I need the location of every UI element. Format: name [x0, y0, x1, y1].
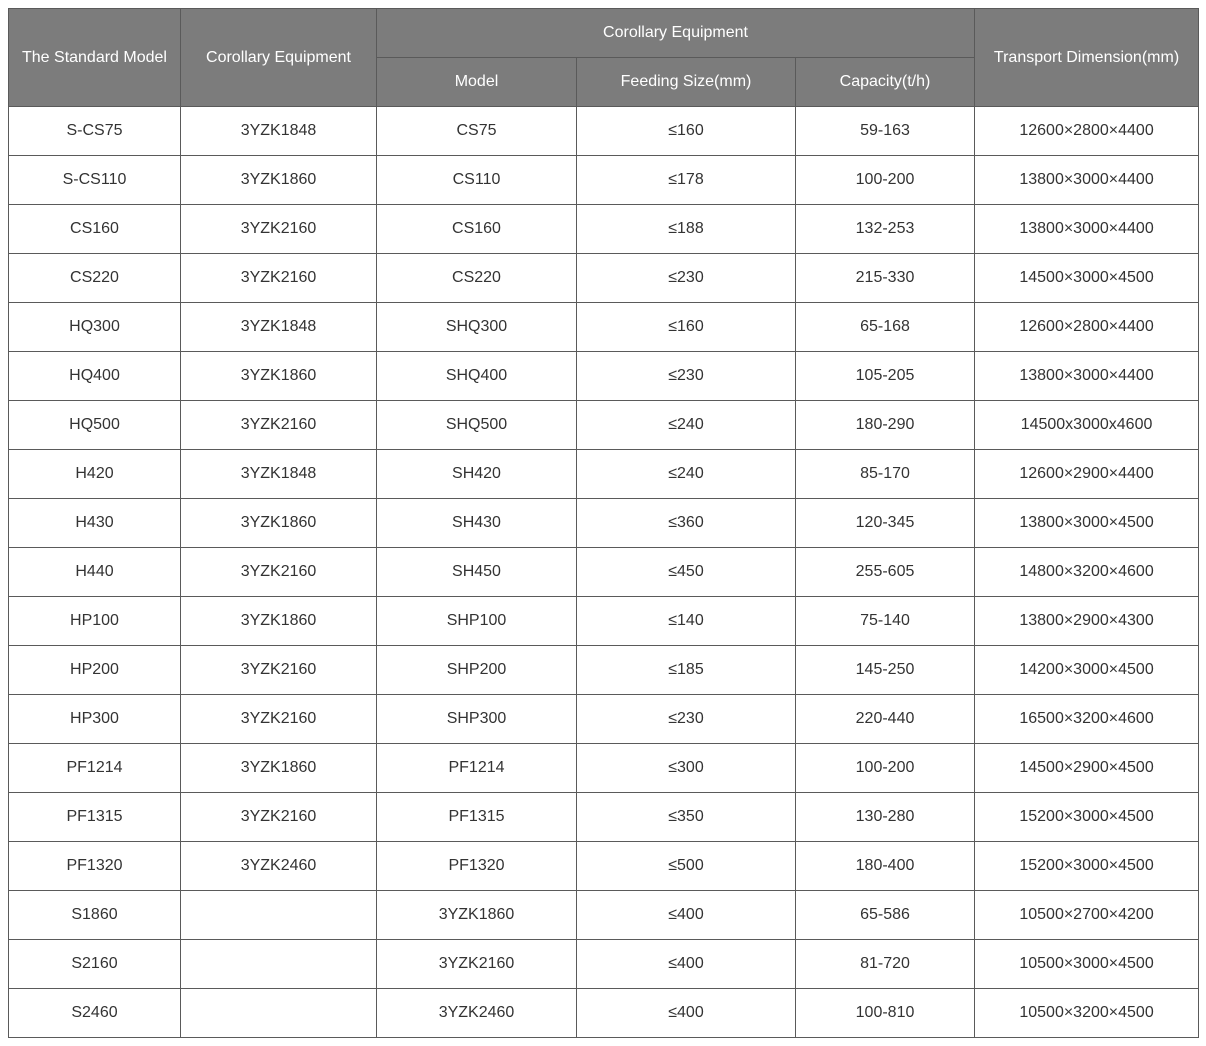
- table-row: [9, 303, 1199, 352]
- cell-capacity: 255-605: [796, 548, 975, 597]
- cell-transport-dimension: 13800×2900×4300: [975, 597, 1199, 646]
- cell-transport-dimension: 10500×3200×4500: [975, 989, 1199, 1038]
- cell-transport-dimension: 15200×3000×4500: [975, 842, 1199, 891]
- cell-model: SHP300: [377, 695, 577, 744]
- cell-corollary-equipment: 3YZK2160: [181, 793, 377, 842]
- cell-feeding-size: ≤360: [577, 499, 796, 548]
- cell-transport-dimension: 13800×3000×4400: [975, 205, 1199, 254]
- cell-standard-model: PF1214: [9, 744, 181, 793]
- cell-corollary-equipment: 3YZK2160: [181, 695, 377, 744]
- cell-transport-dimension: 14500x3000x4600: [975, 401, 1199, 450]
- cell-corollary-equipment: 3YZK1860: [181, 499, 377, 548]
- cell-capacity: 215-330: [796, 254, 975, 303]
- table-row: [9, 891, 1199, 940]
- cell-corollary-equipment: 3YZK1848: [181, 303, 377, 352]
- cell-transport-dimension: 14500×2900×4500: [975, 744, 1199, 793]
- cell-standard-model: S-CS110: [9, 156, 181, 205]
- table-row: [9, 744, 1199, 793]
- cell-standard-model: CS160: [9, 205, 181, 254]
- cell-feeding-size: ≤140: [577, 597, 796, 646]
- table-row: [9, 107, 1199, 156]
- cell-transport-dimension: 16500×3200×4600: [975, 695, 1199, 744]
- cell-capacity: 81-720: [796, 940, 975, 989]
- cell-capacity: 130-280: [796, 793, 975, 842]
- cell-model: SHP200: [377, 646, 577, 695]
- table-body: [9, 107, 1199, 1038]
- cell-feeding-size: ≤450: [577, 548, 796, 597]
- header-model: Model: [377, 58, 577, 107]
- cell-feeding-size: ≤160: [577, 107, 796, 156]
- cell-corollary-equipment: [181, 989, 377, 1038]
- cell-capacity: 220-440: [796, 695, 975, 744]
- cell-model: PF1214: [377, 744, 577, 793]
- table-row: [9, 352, 1199, 401]
- cell-corollary-equipment: 3YZK2460: [181, 842, 377, 891]
- cell-model: SHQ400: [377, 352, 577, 401]
- table-row: [9, 401, 1199, 450]
- cell-model: 3YZK1860: [377, 891, 577, 940]
- cell-model: SHQ500: [377, 401, 577, 450]
- cell-standard-model: HP100: [9, 597, 181, 646]
- cell-transport-dimension: 12600×2800×4400: [975, 303, 1199, 352]
- cell-transport-dimension: 12600×2900×4400: [975, 450, 1199, 499]
- cell-transport-dimension: 14200×3000×4500: [975, 646, 1199, 695]
- table-row: [9, 646, 1199, 695]
- cell-capacity: 100-200: [796, 744, 975, 793]
- cell-standard-model: HQ500: [9, 401, 181, 450]
- cell-model: 3YZK2160: [377, 940, 577, 989]
- cell-capacity: 100-810: [796, 989, 975, 1038]
- cell-feeding-size: ≤230: [577, 254, 796, 303]
- cell-corollary-equipment: 3YZK1860: [181, 744, 377, 793]
- cell-feeding-size: ≤400: [577, 891, 796, 940]
- cell-capacity: 180-400: [796, 842, 975, 891]
- cell-feeding-size: ≤160: [577, 303, 796, 352]
- cell-standard-model: S1860: [9, 891, 181, 940]
- cell-transport-dimension: 14500×3000×4500: [975, 254, 1199, 303]
- table-row: [9, 842, 1199, 891]
- cell-corollary-equipment: 3YZK2160: [181, 646, 377, 695]
- cell-model: CS220: [377, 254, 577, 303]
- cell-corollary-equipment: 3YZK1860: [181, 352, 377, 401]
- table-row: [9, 156, 1199, 205]
- cell-capacity: 100-200: [796, 156, 975, 205]
- cell-standard-model: PF1315: [9, 793, 181, 842]
- cell-feeding-size: ≤178: [577, 156, 796, 205]
- cell-model: SH450: [377, 548, 577, 597]
- cell-feeding-size: ≤240: [577, 401, 796, 450]
- table-row: [9, 793, 1199, 842]
- cell-capacity: 180-290: [796, 401, 975, 450]
- cell-corollary-equipment: 3YZK2160: [181, 205, 377, 254]
- table-row: [9, 940, 1199, 989]
- cell-transport-dimension: 15200×3000×4500: [975, 793, 1199, 842]
- cell-corollary-equipment: 3YZK2160: [181, 548, 377, 597]
- cell-feeding-size: ≤188: [577, 205, 796, 254]
- cell-standard-model: H420: [9, 450, 181, 499]
- cell-transport-dimension: 13800×3000×4500: [975, 499, 1199, 548]
- cell-corollary-equipment: 3YZK1848: [181, 107, 377, 156]
- header-transport-dimension: Transport Dimension(mm): [975, 9, 1199, 107]
- cell-transport-dimension: 12600×2800×4400: [975, 107, 1199, 156]
- cell-feeding-size: ≤185: [577, 646, 796, 695]
- cell-model: SH420: [377, 450, 577, 499]
- cell-capacity: 85-170: [796, 450, 975, 499]
- cell-feeding-size: ≤230: [577, 352, 796, 401]
- table-row: [9, 989, 1199, 1038]
- table-row: [9, 450, 1199, 499]
- cell-standard-model: CS220: [9, 254, 181, 303]
- cell-feeding-size: ≤230: [577, 695, 796, 744]
- cell-model: SHP100: [377, 597, 577, 646]
- cell-standard-model: H430: [9, 499, 181, 548]
- cell-capacity: 120-345: [796, 499, 975, 548]
- cell-model: PF1315: [377, 793, 577, 842]
- cell-corollary-equipment: 3YZK1848: [181, 450, 377, 499]
- cell-capacity: 59-163: [796, 107, 975, 156]
- cell-standard-model: S2160: [9, 940, 181, 989]
- table-row: [9, 499, 1199, 548]
- table-row: [9, 695, 1199, 744]
- cell-transport-dimension: 10500×3000×4500: [975, 940, 1199, 989]
- cell-corollary-equipment: 3YZK1860: [181, 156, 377, 205]
- cell-standard-model: PF1320: [9, 842, 181, 891]
- cell-model: CS75: [377, 107, 577, 156]
- header-standard-model: The Standard Model: [9, 9, 181, 107]
- header-row-top: [9, 9, 1199, 58]
- table-row: [9, 597, 1199, 646]
- cell-standard-model: HP300: [9, 695, 181, 744]
- cell-corollary-equipment: 3YZK2160: [181, 254, 377, 303]
- cell-feeding-size: ≤400: [577, 989, 796, 1038]
- cell-corollary-equipment: [181, 891, 377, 940]
- header-capacity: Capacity(t/h): [796, 58, 975, 107]
- cell-feeding-size: ≤350: [577, 793, 796, 842]
- table-row: [9, 254, 1199, 303]
- cell-capacity: 145-250: [796, 646, 975, 695]
- cell-standard-model: HP200: [9, 646, 181, 695]
- spec-table: [8, 8, 1199, 1038]
- cell-corollary-equipment: 3YZK1860: [181, 597, 377, 646]
- cell-standard-model: S2460: [9, 989, 181, 1038]
- spec-table-container: [8, 8, 1199, 1038]
- cell-model: CS110: [377, 156, 577, 205]
- cell-feeding-size: ≤400: [577, 940, 796, 989]
- header-corollary-equipment: Corollary Equipment: [181, 9, 377, 107]
- cell-capacity: 65-168: [796, 303, 975, 352]
- cell-capacity: 105-205: [796, 352, 975, 401]
- table-header: [9, 9, 1199, 107]
- cell-feeding-size: ≤240: [577, 450, 796, 499]
- cell-corollary-equipment: 3YZK2160: [181, 401, 377, 450]
- cell-standard-model: H440: [9, 548, 181, 597]
- cell-transport-dimension: 13800×3000×4400: [975, 352, 1199, 401]
- cell-capacity: 65-586: [796, 891, 975, 940]
- cell-corollary-equipment: [181, 940, 377, 989]
- header-corollary-equipment-group: Corollary Equipment: [377, 9, 975, 58]
- cell-transport-dimension: 13800×3000×4400: [975, 156, 1199, 205]
- cell-transport-dimension: 14800×3200×4600: [975, 548, 1199, 597]
- cell-feeding-size: ≤300: [577, 744, 796, 793]
- cell-model: PF1320: [377, 842, 577, 891]
- cell-model: CS160: [377, 205, 577, 254]
- table-row: [9, 205, 1199, 254]
- cell-capacity: 75-140: [796, 597, 975, 646]
- cell-model: SHQ300: [377, 303, 577, 352]
- cell-transport-dimension: 10500×2700×4200: [975, 891, 1199, 940]
- cell-standard-model: HQ400: [9, 352, 181, 401]
- cell-feeding-size: ≤500: [577, 842, 796, 891]
- cell-model: SH430: [377, 499, 577, 548]
- cell-model: 3YZK2460: [377, 989, 577, 1038]
- cell-capacity: 132-253: [796, 205, 975, 254]
- table-row: [9, 548, 1199, 597]
- cell-standard-model: HQ300: [9, 303, 181, 352]
- header-feeding-size: Feeding Size(mm): [577, 58, 796, 107]
- cell-standard-model: S-CS75: [9, 107, 181, 156]
